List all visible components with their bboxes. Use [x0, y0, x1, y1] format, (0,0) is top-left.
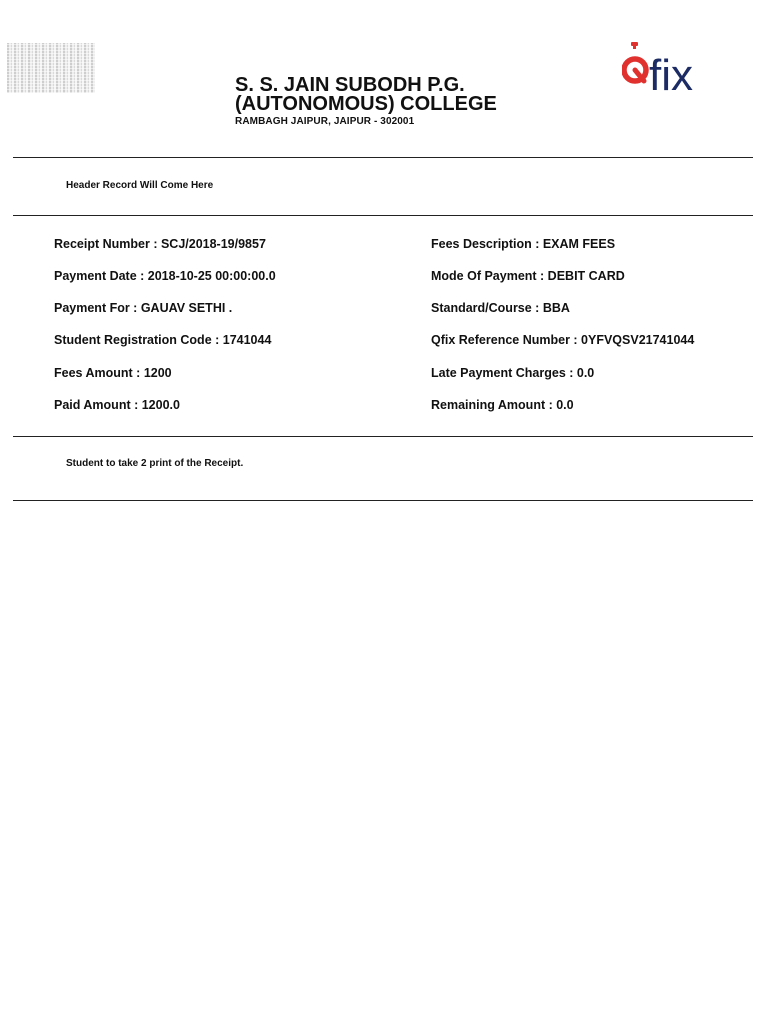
remaining-amount: Remaining Amount : 0.0	[431, 398, 574, 412]
divider-after-details	[13, 436, 753, 437]
print-instruction-note: Student to take 2 print of the Receipt.	[66, 458, 244, 469]
header-record-note: Header Record Will Come Here	[66, 180, 214, 191]
fees-amount: Fees Amount : 1200	[54, 366, 172, 380]
college-name-line1: S. S. JAIN SUBODH P.G.	[235, 74, 465, 96]
qfix-reference-number: Qfix Reference Number : 0YFVQSV21741044	[431, 333, 695, 347]
standard-course: Standard/Course : BBA	[431, 301, 570, 315]
late-payment-charges: Late Payment Charges : 0.0	[431, 366, 595, 380]
college-address: RAMBAGH JAIPUR, JAIPUR - 302001	[235, 116, 415, 127]
divider-after-header	[13, 215, 753, 216]
payment-for: Payment For : GAUAV SETHI .	[54, 301, 233, 315]
qfix-logo-icon	[622, 40, 712, 96]
divider-bottom	[13, 500, 753, 501]
college-name-line2: (AUTONOMOUS) COLLEGE	[235, 93, 497, 115]
college-header	[235, 76, 595, 127]
student-registration-code: Student Registration Code : 1741044	[54, 333, 272, 347]
logo-fix-text: fix	[649, 51, 693, 96]
logo-stem-shape	[633, 45, 636, 49]
divider-top	[13, 157, 753, 158]
paid-amount: Paid Amount : 1200.0	[54, 398, 180, 412]
mode-of-payment: Mode Of Payment : DEBIT CARD	[431, 269, 625, 283]
payment-date: Payment Date : 2018-10-25 00:00:00.0	[54, 269, 276, 283]
college-logo-icon	[7, 43, 95, 93]
fees-description: Fees Description : EXAM FEES	[431, 237, 616, 251]
receipt-number: Receipt Number : SCJ/2018-19/9857	[54, 237, 266, 251]
